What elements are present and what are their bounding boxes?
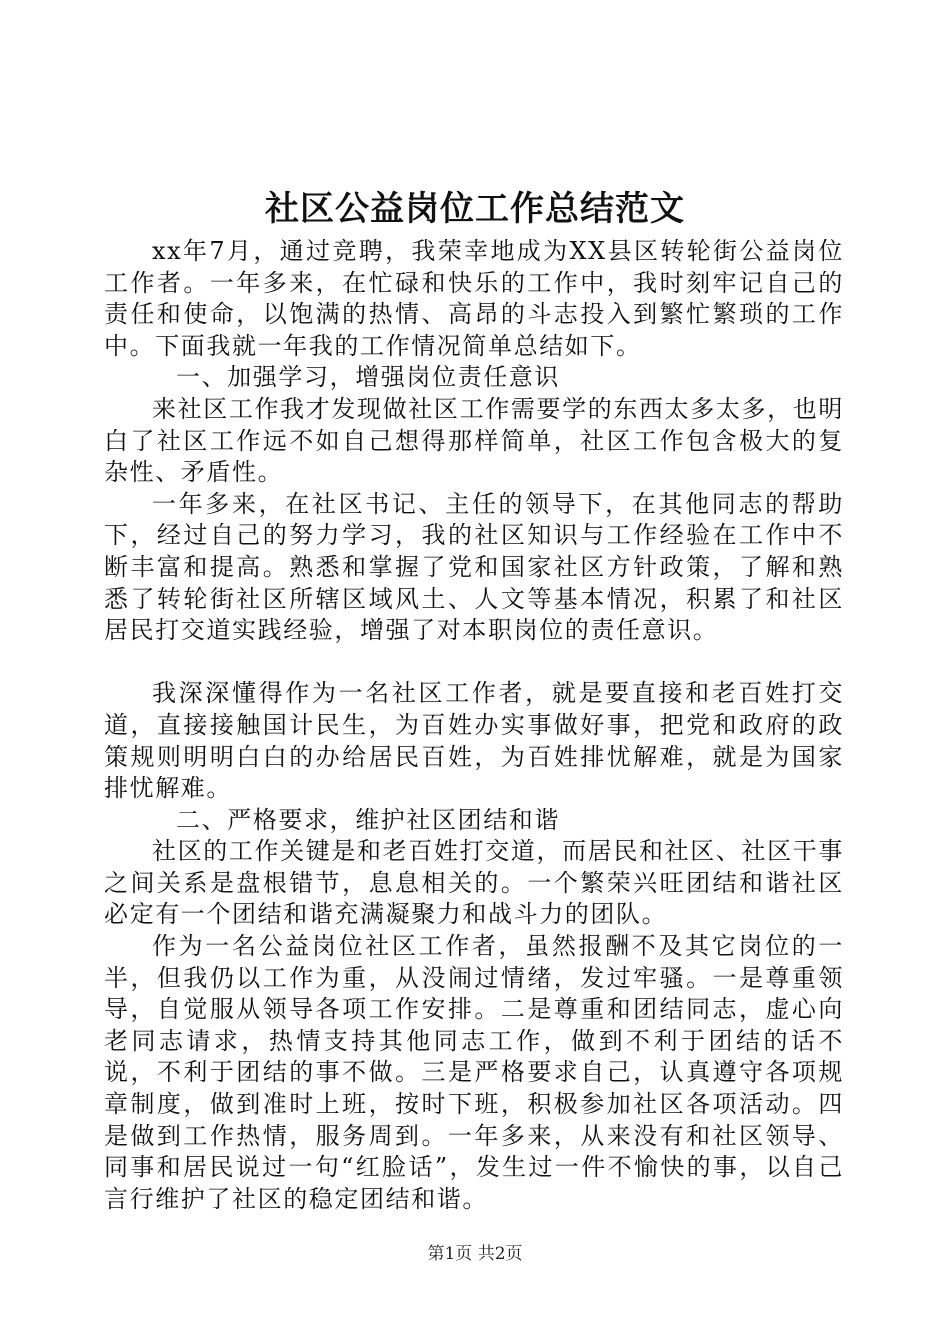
document-body [104, 236, 844, 1215]
paragraph-1-1: 来社区工作我才发现做社区工作需要学的东西太多太多，也明白了社区工作远不如自己想得那样简单，社区工作包含极大的复杂性、矛盾性。 [104, 394, 844, 487]
paragraph-2-1: 社区的工作关键是和老百姓打交道，而居民和社区、社区干事之间关系是盘根错节，息息相关的。一个繁荣兴旺团结和谐社区必定有一个团结和谐充满凝聚力和战斗力的团队。 [104, 837, 844, 929]
paragraph-2-2: 作为一名公益岗位社区工作者，虽然报酬不及其它岗位的一半，但我仍以工作为重，从没闹过情绪，发过牢骚。一是尊重领导，自觉服从领导各项工作安排。二是尊重和团结同志，虚心向老同志请求，热情支持其他同志工作，做到不利于团结的话不说，不利于团结的事不做。三是严格要求自己，认真遵守各项规章制度，做到准时上班，按时下班，积极参加社区各项活动。四是做到工作热情，服务周到。一年多来，从来没有和社区领导、同事和居民说过一句“红脸话”，发生过一件不愉快的事，以自己言行维护了社区的稳定团结和谐。 [104, 932, 844, 1213]
page-number-footer: 第1页 共2页 [427, 1244, 523, 1264]
paragraph-1-2: 一年多来，在社区书记、主任的领导下，在其他同志的帮助下，经过自己的努力学习，我的社区知识与工作经验在工作中不断丰富和提高。熟悉和掌握了党和国家社区方针政策，了解和熟悉了转轮街社区所辖区域风土、人文等基本情况，积累了和社区居民打交道实践经验，增强了对本职岗位的责任意识。 [104, 489, 844, 645]
paragraph-intro: xx年7月，通过竞聘，我荣幸地成为XX县区转轮街公益岗位工作者。一年多来，在忙碌和快乐的工作中，我时刻牢记自己的责任和使命，以饱满的热情、高昂的斗志投入到繁忙繁琐的工作中。下面我就一年我的工作情况简单总结如下。 [104, 237, 844, 360]
section-heading-2: 二、严格要求，维护社区团结和谐 [176, 805, 560, 834]
document-title: 社区公益岗位工作总结范文 [265, 189, 685, 229]
paragraph-1-3: 我深深懂得作为一名社区工作者，就是要直接和老百姓打交道，直接接触国计民生，为百姓办实事做好事，把党和政府的政策规则明明白白的办给居民百姓，为百姓排忧解难，就是为国家排忧解难。 [104, 679, 844, 803]
section-heading-1: 一、加强学习，增强岗位责任意识 [176, 363, 560, 392]
